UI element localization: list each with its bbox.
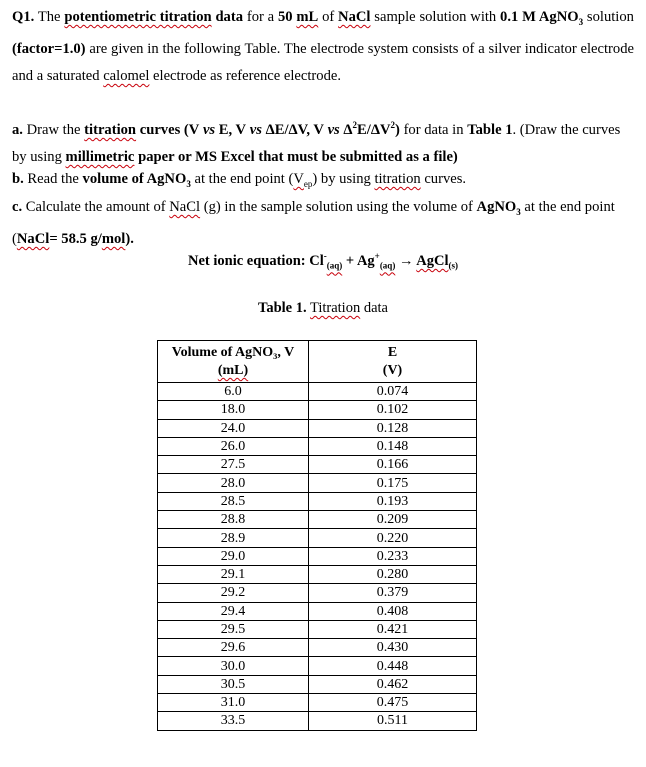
potential-cell: 0.233	[309, 547, 477, 565]
part-a-label: a.	[12, 121, 23, 138]
volume-cell: 30.0	[158, 657, 309, 675]
potential-cell: 0.430	[309, 639, 477, 657]
net-ionic-equation: Net ionic equation: $Cl^-_{(aq)} + Ag^+_{(aq)}$ → AgCl$_{(s)}$	[187, 251, 458, 271]
spellcheck-word: NaCl	[169, 199, 201, 215]
table-row	[158, 565, 477, 583]
table-row	[158, 694, 477, 712]
potential-cell: 0.193	[309, 492, 477, 510]
potential-cell: 0.102	[309, 401, 477, 419]
spellcheck-word: Titration	[309, 300, 361, 316]
spellcheck-word: NaCl	[338, 9, 371, 25]
volume-cell: 28.0	[158, 474, 309, 492]
volume-cell: 29.0	[158, 547, 309, 565]
spellcheck-word: potentiometric titration	[64, 9, 212, 25]
table-row	[158, 492, 477, 510]
volume-cell: 28.9	[158, 529, 309, 547]
table-row	[158, 437, 477, 455]
potential-cell: 0.511	[309, 712, 477, 730]
volume-cell: 28.5	[158, 492, 309, 510]
volume-cell: 24.0	[158, 419, 309, 437]
spellcheck-word: mol	[101, 230, 126, 247]
volume-cell: 18.0	[158, 401, 309, 419]
table-row	[158, 675, 477, 693]
table-row	[158, 712, 477, 730]
potential-cell: 0.408	[309, 602, 477, 620]
table-row	[158, 584, 477, 602]
spellcheck-word: titration	[84, 121, 137, 138]
potential-cell: 0.148	[309, 437, 477, 455]
table-row	[158, 401, 477, 419]
table-row	[158, 620, 477, 638]
table-row	[158, 657, 477, 675]
part-a: a. Draw the titration curves (V vs E, V vs ΔE/ΔV, V vs $\Delta^2E/\Delta V^2$) for data in Table 1. (Draw the curves by using millimetric paper or MS Excel that must be submitted as a file)	[12, 120, 621, 165]
volume-column-header: Volume of AgNO₃, V (mL)	[158, 341, 309, 383]
volume-cell: 29.2	[158, 584, 309, 602]
volume-cell: 28.8	[158, 511, 309, 529]
volume-cell: 26.0	[158, 437, 309, 455]
potential-cell: 0.209	[309, 511, 477, 529]
potential-cell: 0.074	[309, 383, 477, 401]
spellcheck-word: NaCl	[16, 230, 50, 247]
part-b-label: b.	[12, 171, 24, 187]
question-number: Q1.	[12, 9, 35, 25]
table-body	[158, 383, 477, 731]
potential-column-header: E (V)	[309, 341, 477, 383]
potential-cell: 0.448	[309, 657, 477, 675]
volume-cell: 29.6	[158, 639, 309, 657]
table-row	[158, 639, 477, 657]
question-intro: Q1. The potentiometric titration data for a 50 mL of NaCl sample solution with 0.1 M AgNO$_3$ solution (factor=1.0) are given in the following Table. The electrode system consists of a silver indicator electrode and a saturated calomel electrode as reference electrode.	[12, 9, 634, 84]
potential-cell: 0.128	[309, 419, 477, 437]
volume-cell: 29.4	[158, 602, 309, 620]
potential-cell: 0.220	[309, 529, 477, 547]
part-c: c. Calculate the amount of NaCl (g) in the sample solution using the volume of AgNO$_3$ at the end point (NaCl= 58.5 g/mol).	[12, 199, 615, 247]
reaction-arrow: →	[398, 252, 414, 269]
potential-cell: 0.421	[309, 620, 477, 638]
potential-cell: 0.166	[309, 456, 477, 474]
potential-cell: 0.280	[309, 565, 477, 583]
spellcheck-word: millimetric	[65, 148, 135, 165]
table-row	[158, 474, 477, 492]
table-row	[158, 419, 477, 437]
volume-cell: 6.0	[158, 383, 309, 401]
volume-cell: 27.5	[158, 456, 309, 474]
table-caption: Table 1. Titration data	[257, 300, 388, 316]
spellcheck-word: calomel	[103, 67, 150, 84]
potential-cell: 0.475	[309, 694, 477, 712]
volume-cell: 33.5	[158, 712, 309, 730]
potential-cell: 0.379	[309, 584, 477, 602]
spellcheck-word: titration	[374, 171, 421, 187]
table-row	[158, 602, 477, 620]
potential-cell: 0.175	[309, 474, 477, 492]
table-header-row	[158, 341, 477, 383]
part-c-label: c.	[12, 199, 23, 215]
titration-data-table	[157, 340, 477, 731]
volume-cell: 29.5	[158, 620, 309, 638]
spellcheck-word: mL	[296, 9, 319, 25]
potential-cell: 0.462	[309, 675, 477, 693]
table-row	[158, 511, 477, 529]
table-row	[158, 383, 477, 401]
table-row	[158, 456, 477, 474]
volume-cell: 29.1	[158, 565, 309, 583]
volume-cell: 30.5	[158, 675, 309, 693]
part-b: b. Read the volume of AgNO$_3$ at the end point $(V_{ep})$ by using titration curves.	[12, 171, 467, 189]
volume-cell: 31.0	[158, 694, 309, 712]
table-row	[158, 547, 477, 565]
table-row	[158, 529, 477, 547]
spellcheck-word: $V_{ep}$	[293, 171, 313, 189]
